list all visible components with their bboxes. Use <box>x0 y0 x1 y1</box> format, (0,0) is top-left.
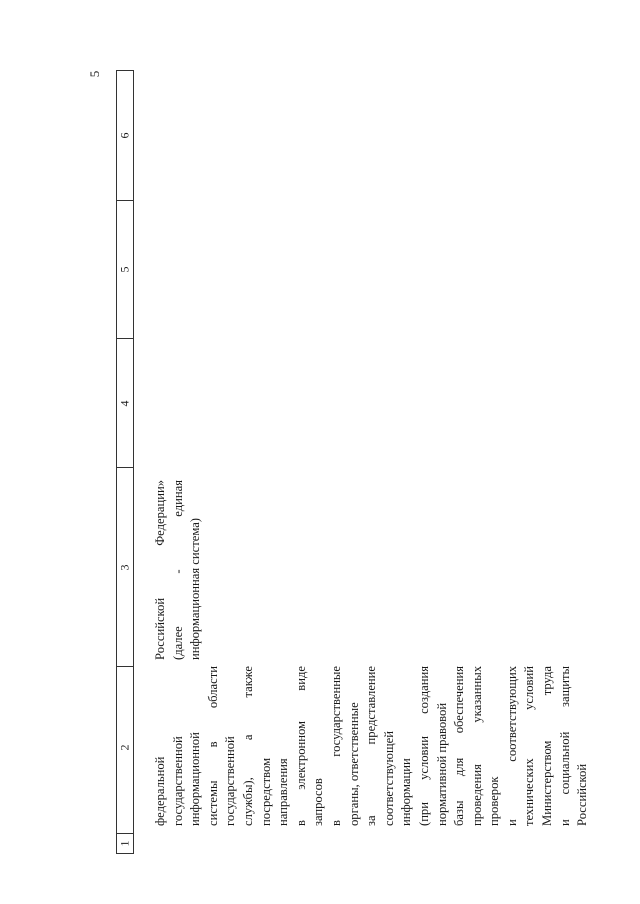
column-2-text <box>152 666 592 826</box>
col-sep <box>116 338 134 339</box>
text-line: государственной <box>170 736 185 826</box>
col-sep <box>116 467 134 468</box>
table-header-bottom-border <box>133 70 134 854</box>
text-line: органы, ответственные <box>346 702 361 826</box>
text-line: базы для обеспечения <box>452 666 467 826</box>
col-sep <box>116 70 134 71</box>
text-line: системы в области <box>205 666 220 826</box>
text-line: технических условий <box>522 666 537 826</box>
text-line: и соответствующих <box>504 666 519 826</box>
column-3-text <box>152 480 205 660</box>
column-header-5: 5 <box>117 266 132 273</box>
text-line: Российской Федерации» <box>153 480 167 660</box>
table-left-border <box>116 853 134 854</box>
text-line: проверок <box>487 776 502 826</box>
column-header-2: 2 <box>117 744 132 751</box>
text-line: проведения указанных <box>469 666 484 826</box>
column-header-6: 6 <box>117 132 132 139</box>
text-line: соответствующей <box>381 731 396 826</box>
text-line: государственной <box>223 736 238 826</box>
text-line: информационной <box>188 732 203 826</box>
text-line: Министерством труда <box>540 666 555 826</box>
text-line: посредством <box>258 757 273 826</box>
text-line: запросов <box>311 778 326 826</box>
column-header-3: 3 <box>117 564 132 571</box>
table-header-top-border <box>116 70 117 854</box>
page-number: 5 <box>87 70 102 78</box>
text-line: направления <box>276 758 291 826</box>
col-sep <box>116 200 134 201</box>
text-line: Российской <box>575 763 590 826</box>
text-line: (далее - единая <box>170 480 185 660</box>
text-line: информационная система) <box>188 518 203 660</box>
text-line: и социальной защиты <box>557 666 572 826</box>
text-line: нормативной правовой <box>434 702 449 826</box>
text-line: в государственные <box>328 666 343 826</box>
column-header-1: 1 <box>117 840 132 847</box>
text-line: федеральной <box>153 756 167 826</box>
col-sep <box>116 666 134 667</box>
column-header-4: 4 <box>117 400 132 407</box>
text-line: информации <box>399 758 414 826</box>
text-line: в электронном виде <box>293 666 308 826</box>
text-line: за представление <box>364 666 379 826</box>
col-sep <box>116 833 134 834</box>
text-line: (при условии создания <box>416 666 431 826</box>
text-line: службы), а также <box>240 666 255 826</box>
